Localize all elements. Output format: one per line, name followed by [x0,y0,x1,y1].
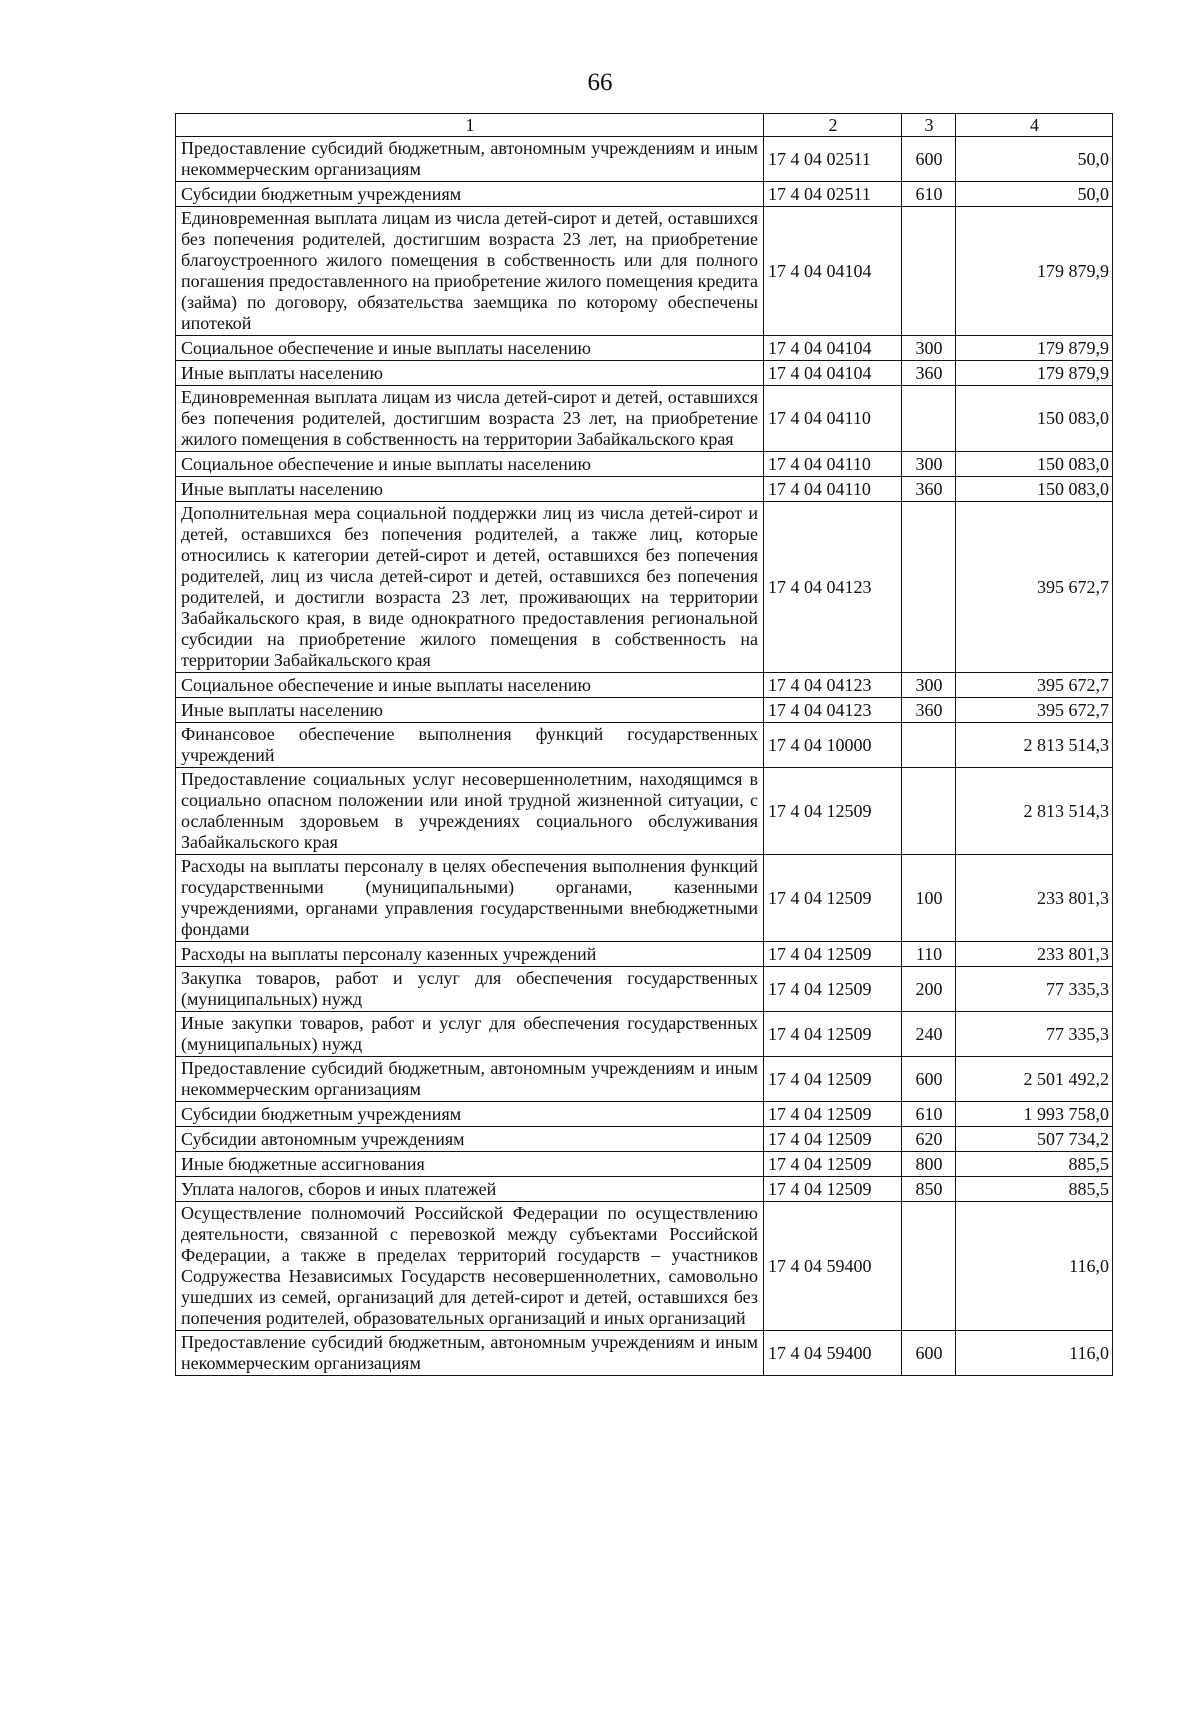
row-sum-cell: 50,0 [956,137,1113,182]
row-name-cell: Единовременная выплата лицам из числа детей-сирот и детей, оставшихся без попечения родителей, достигшим возраста 23 лет, на приобретение благоустроенного жилого помещения в собственность или для полного погашения предоставленного на приобретение жилого помещения кредита (займа) по договору, обязательства заемщика по которому обеспечены ипотекой [176,207,764,336]
table-row [176,942,1113,967]
row-type-cell: 800 [902,1152,956,1177]
table-row [176,477,1113,502]
row-code-cell: 17 4 04 04104 [764,361,902,386]
row-sum-cell: 179 879,9 [956,207,1113,336]
table-row [176,361,1113,386]
row-name-cell: Расходы на выплаты персоналу в целях обеспечения выполнения функций государственными (муниципальными) органами, казенными учреждениями, органами управления государственными внебюджетными фондами [176,855,764,942]
table-row [176,1102,1113,1127]
table-row [176,386,1113,452]
table-row [176,673,1113,698]
row-sum-cell: 150 083,0 [956,386,1113,452]
row-code-cell: 17 4 04 04104 [764,207,902,336]
row-sum-cell: 150 083,0 [956,452,1113,477]
row-type-cell [902,768,956,855]
row-code-cell: 17 4 04 02511 [764,137,902,182]
row-sum-cell: 77 335,3 [956,1012,1113,1057]
table-row [176,182,1113,207]
row-name-cell: Закупка товаров, работ и услуг для обеспечения государственных (муниципальных) нужд [176,967,764,1012]
row-sum-cell: 885,5 [956,1152,1113,1177]
row-type-cell [902,502,956,673]
row-code-cell: 17 4 04 12509 [764,1102,902,1127]
row-sum-cell: 50,0 [956,182,1113,207]
row-type-cell [902,207,956,336]
row-sum-cell: 2 501 492,2 [956,1057,1113,1102]
row-type-cell: 600 [902,1057,956,1102]
row-name-cell: Осуществление полномочий Российской Федерации по осуществлению деятельности, связанной с перевозкой между субъектами Российской Федерации, а также в пределах территорий государств – участников Содружества Независимых Государств несовершеннолетних, самовольно ушедших из семей, организаций для детей-сирот и детей, оставшихся без попечения родителей, образовательных организаций и иных организаций [176,1202,764,1331]
row-type-cell: 360 [902,477,956,502]
row-code-cell: 17 4 04 12509 [764,855,902,942]
column-header-4: 4 [956,114,1113,137]
row-type-cell [902,723,956,768]
table-row [176,336,1113,361]
row-code-cell: 17 4 04 04123 [764,502,902,673]
row-code-cell: 17 4 04 04110 [764,452,902,477]
row-code-cell: 17 4 04 04110 [764,386,902,452]
row-name-cell: Расходы на выплаты персоналу казенных учреждений [176,942,764,967]
row-code-cell: 17 4 04 12509 [764,1012,902,1057]
row-type-cell [902,1202,956,1331]
row-type-cell: 300 [902,673,956,698]
row-code-cell: 17 4 04 12509 [764,967,902,1012]
row-sum-cell: 116,0 [956,1202,1113,1331]
table-row [176,1057,1113,1102]
table-body [176,114,1113,1376]
column-header-2: 2 [764,114,902,137]
table-row [176,1127,1113,1152]
row-name-cell: Предоставление субсидий бюджетным, автономным учреждениям и иным некоммерческим организациям [176,137,764,182]
row-code-cell: 17 4 04 12509 [764,1057,902,1102]
row-type-cell: 300 [902,452,956,477]
row-type-cell: 360 [902,698,956,723]
table-row [176,502,1113,673]
column-header-3: 3 [902,114,956,137]
table-row [176,1177,1113,1202]
row-code-cell: 17 4 04 12509 [764,1177,902,1202]
table-row [176,1152,1113,1177]
row-sum-cell: 395 672,7 [956,698,1113,723]
row-type-cell: 240 [902,1012,956,1057]
row-name-cell: Субсидии автономным учреждениям [176,1127,764,1152]
row-name-cell: Иные выплаты населению [176,698,764,723]
row-sum-cell: 179 879,9 [956,336,1113,361]
row-name-cell: Уплата налогов, сборов и иных платежей [176,1177,764,1202]
row-code-cell: 17 4 04 59400 [764,1331,902,1376]
row-name-cell: Дополнительная мера социальной поддержки лиц из числа детей-сирот и детей, оставшихся без попечения родителей, а также лиц, которые относились к категории детей-сирот и детей, оставшихся без попечения родителей, лиц из числа детей-сирот и детей, оставшихся без попечения родителей, и достигли возраста 23 лет, проживающих на территории Забайкальского края, в виде однократного предоставления региональной субсидии на приобретение жилого помещения в собственность на территории Забайкальского края [176,502,764,673]
row-type-cell: 610 [902,182,956,207]
row-name-cell: Социальное обеспечение и иные выплаты населению [176,336,764,361]
row-sum-cell: 395 672,7 [956,502,1113,673]
row-type-cell: 600 [902,137,956,182]
row-type-cell: 100 [902,855,956,942]
row-name-cell: Финансовое обеспечение выполнения функций государственных учреждений [176,723,764,768]
budget-table [175,113,1113,1376]
row-type-cell: 110 [902,942,956,967]
row-code-cell: 17 4 04 12509 [764,1127,902,1152]
row-name-cell: Предоставление субсидий бюджетным, автономным учреждениям и иным некоммерческим организациям [176,1331,764,1376]
row-type-cell: 600 [902,1331,956,1376]
row-type-cell: 850 [902,1177,956,1202]
row-sum-cell: 507 734,2 [956,1127,1113,1152]
row-code-cell: 17 4 04 59400 [764,1202,902,1331]
row-sum-cell: 395 672,7 [956,673,1113,698]
row-type-cell [902,386,956,452]
row-sum-cell: 233 801,3 [956,855,1113,942]
row-sum-cell: 77 335,3 [956,967,1113,1012]
row-type-cell: 360 [902,361,956,386]
table-row [176,137,1113,182]
row-type-cell: 620 [902,1127,956,1152]
table-row [176,1202,1113,1331]
table-row [176,855,1113,942]
table-header-row [176,114,1113,137]
row-sum-cell: 2 813 514,3 [956,768,1113,855]
row-name-cell: Иные выплаты населению [176,477,764,502]
row-name-cell: Предоставление субсидий бюджетным, автономным учреждениям и иным некоммерческим организациям [176,1057,764,1102]
row-sum-cell: 1 993 758,0 [956,1102,1113,1127]
row-type-cell: 610 [902,1102,956,1127]
table-row [176,723,1113,768]
table-row [176,1331,1113,1376]
page-number: 66 [587,69,613,96]
row-name-cell: Иные выплаты населению [176,361,764,386]
row-code-cell: 17 4 04 02511 [764,182,902,207]
table-row [176,698,1113,723]
row-code-cell: 17 4 04 10000 [764,723,902,768]
row-sum-cell: 885,5 [956,1177,1113,1202]
row-code-cell: 17 4 04 04110 [764,477,902,502]
row-name-cell: Социальное обеспечение и иные выплаты населению [176,673,764,698]
row-name-cell: Иные закупки товаров, работ и услуг для обеспечения государственных (муниципальных) нужд [176,1012,764,1057]
row-type-cell: 200 [902,967,956,1012]
row-name-cell: Предоставление социальных услуг несовершеннолетним, находящимся в социально опасном положении или иной трудной жизненной ситуации, с ослабленным здоровьем в учреждениях социального обслуживания Забайкальского края [176,768,764,855]
row-type-cell: 300 [902,336,956,361]
table-row [176,207,1113,336]
row-name-cell: Единовременная выплата лицам из числа детей-сирот и детей, оставшихся без попечения родителей, достигшим возраста 23 лет, на приобретение жилого помещения в собственность на территории Забайкальского края [176,386,764,452]
row-sum-cell: 233 801,3 [956,942,1113,967]
row-name-cell: Субсидии бюджетным учреждениям [176,182,764,207]
row-code-cell: 17 4 04 12509 [764,768,902,855]
column-header-1: 1 [176,114,764,137]
table-row [176,768,1113,855]
row-sum-cell: 179 879,9 [956,361,1113,386]
row-sum-cell: 116,0 [956,1331,1113,1376]
row-sum-cell: 150 083,0 [956,477,1113,502]
row-name-cell: Иные бюджетные ассигнования [176,1152,764,1177]
row-code-cell: 17 4 04 12509 [764,942,902,967]
row-name-cell: Субсидии бюджетным учреждениям [176,1102,764,1127]
row-sum-cell: 2 813 514,3 [956,723,1113,768]
row-code-cell: 17 4 04 04123 [764,673,902,698]
row-code-cell: 17 4 04 12509 [764,1152,902,1177]
row-code-cell: 17 4 04 04104 [764,336,902,361]
row-name-cell: Социальное обеспечение и иные выплаты населению [176,452,764,477]
row-code-cell: 17 4 04 04123 [764,698,902,723]
table-row [176,1012,1113,1057]
table-row [176,452,1113,477]
table-row [176,967,1113,1012]
